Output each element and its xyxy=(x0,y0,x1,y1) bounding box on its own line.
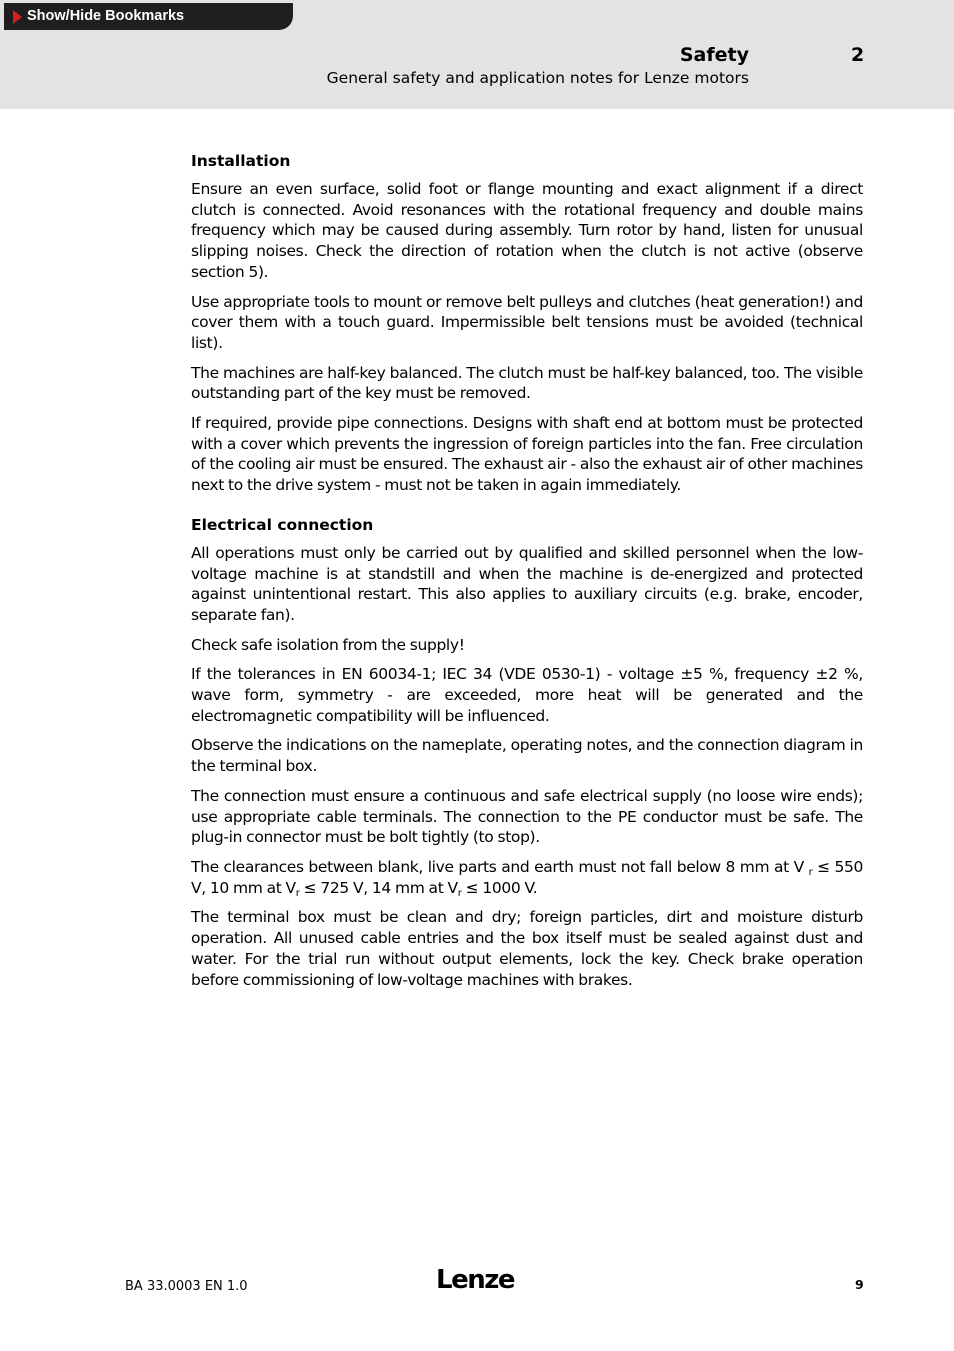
bookmarks-button-label: Show/Hide Bookmarks xyxy=(27,8,185,24)
page-number: 9 xyxy=(855,1277,864,1292)
electrical-paragraph: The connection must ensure a continuous and safe electrical supply (no loose wire ends); use appropriate cable terminals. The connection to the PE conductor must be safe. The plug-in connector must be bolt tightly (to stop). xyxy=(191,786,863,847)
installation-paragraph: Ensure an even surface, solid foot or flange mounting and exact alignment if a direct clutch is connected. Avoid resonances with the rotational frequency and double mains frequency which may be caused during assembly. Turn rotor by hand, listen for unusual slipping noises. Check the direction of rotation when the clutch is not active (observe section 5). xyxy=(191,180,863,281)
electrical-heading: Electrical connection xyxy=(191,515,374,534)
installation-paragraph: Use appropriate tools to mount or remove belt pulleys and clutches (heat generation!) and cover them with a touch guard. Impermissible belt tensions must be avoided (technical list). xyxy=(191,292,863,352)
subscript-r: r xyxy=(808,866,813,878)
clearances-paragraph xyxy=(191,857,863,898)
installation-heading: Installation xyxy=(191,152,291,170)
electrical-paragraph: Observe the indications on the nameplate, operating notes, and the connection diagram in the terminal box. xyxy=(191,736,863,776)
subscript-r: r xyxy=(457,887,462,899)
page-header xyxy=(0,0,954,109)
clearances-text: The clearances between blank, live parts and earth must not fall below 8 mm at V xyxy=(191,857,809,876)
installation-paragraph: If required, provide pipe connections. Designs with shaft end at bottom must be protected with a cover which prevents the ingression of foreign particles into the fan. Free circulation of the cooling air must be ensured. The exhaust air - also the exhaust air of other machines next to the drive system - must not be taken in again immediately. xyxy=(191,414,863,495)
clearances-text: ≤ 1000 V. xyxy=(461,878,538,897)
electrical-paragraph: The terminal box must be clean and dry; foreign particles, dirt and moisture disturb operation. All unused cable entries and the box itself must be sealed against dust and water. For the trial run without output elements, lock the key. Check brake operation before commissioning of low-voltage machines with brakes. xyxy=(191,908,863,989)
triangle-right-icon xyxy=(13,10,22,24)
show-hide-bookmarks-button[interactable] xyxy=(4,3,293,30)
installation-paragraph: The machines are half-key balanced. The clutch must be half-key balanced, too. The visible outstanding part of the key must be removed. xyxy=(191,363,863,403)
electrical-paragraph: If the tolerances in EN 60034-1; IEC 34 (VDE 0530-1) - voltage ±5 %, frequency ±2 %, wave form, symmetry - are exceeded, more heat will be generated and the electromagnetic compatibility will be influenced. xyxy=(191,665,863,725)
clearances-text: ≤ 725 V, 14 mm at V xyxy=(299,878,458,897)
electrical-paragraph: Check safe isolation from the supply! xyxy=(191,635,465,654)
document-code: BA 33.0003 EN 1.0 xyxy=(125,1279,248,1294)
subscript-r: r xyxy=(295,887,300,899)
clearances-text: ≤ 550 V, 10 mm at V xyxy=(191,857,863,897)
lenze-logo: Lenze xyxy=(436,1265,514,1295)
section-title: Safety xyxy=(679,44,749,66)
section-subtitle: General safety and application notes for Lenze motors xyxy=(326,69,749,87)
section-number: 2 xyxy=(851,44,865,66)
main-content xyxy=(191,150,863,999)
electrical-paragraph: All operations must only be carried out by qualified and skilled personnel when the low-voltage machine is at standstill and when the machine is de-energized and protected against unintentional restart. This also applies to auxiliary circuits (e.g. brake, encoder, separate fan). xyxy=(191,543,863,624)
